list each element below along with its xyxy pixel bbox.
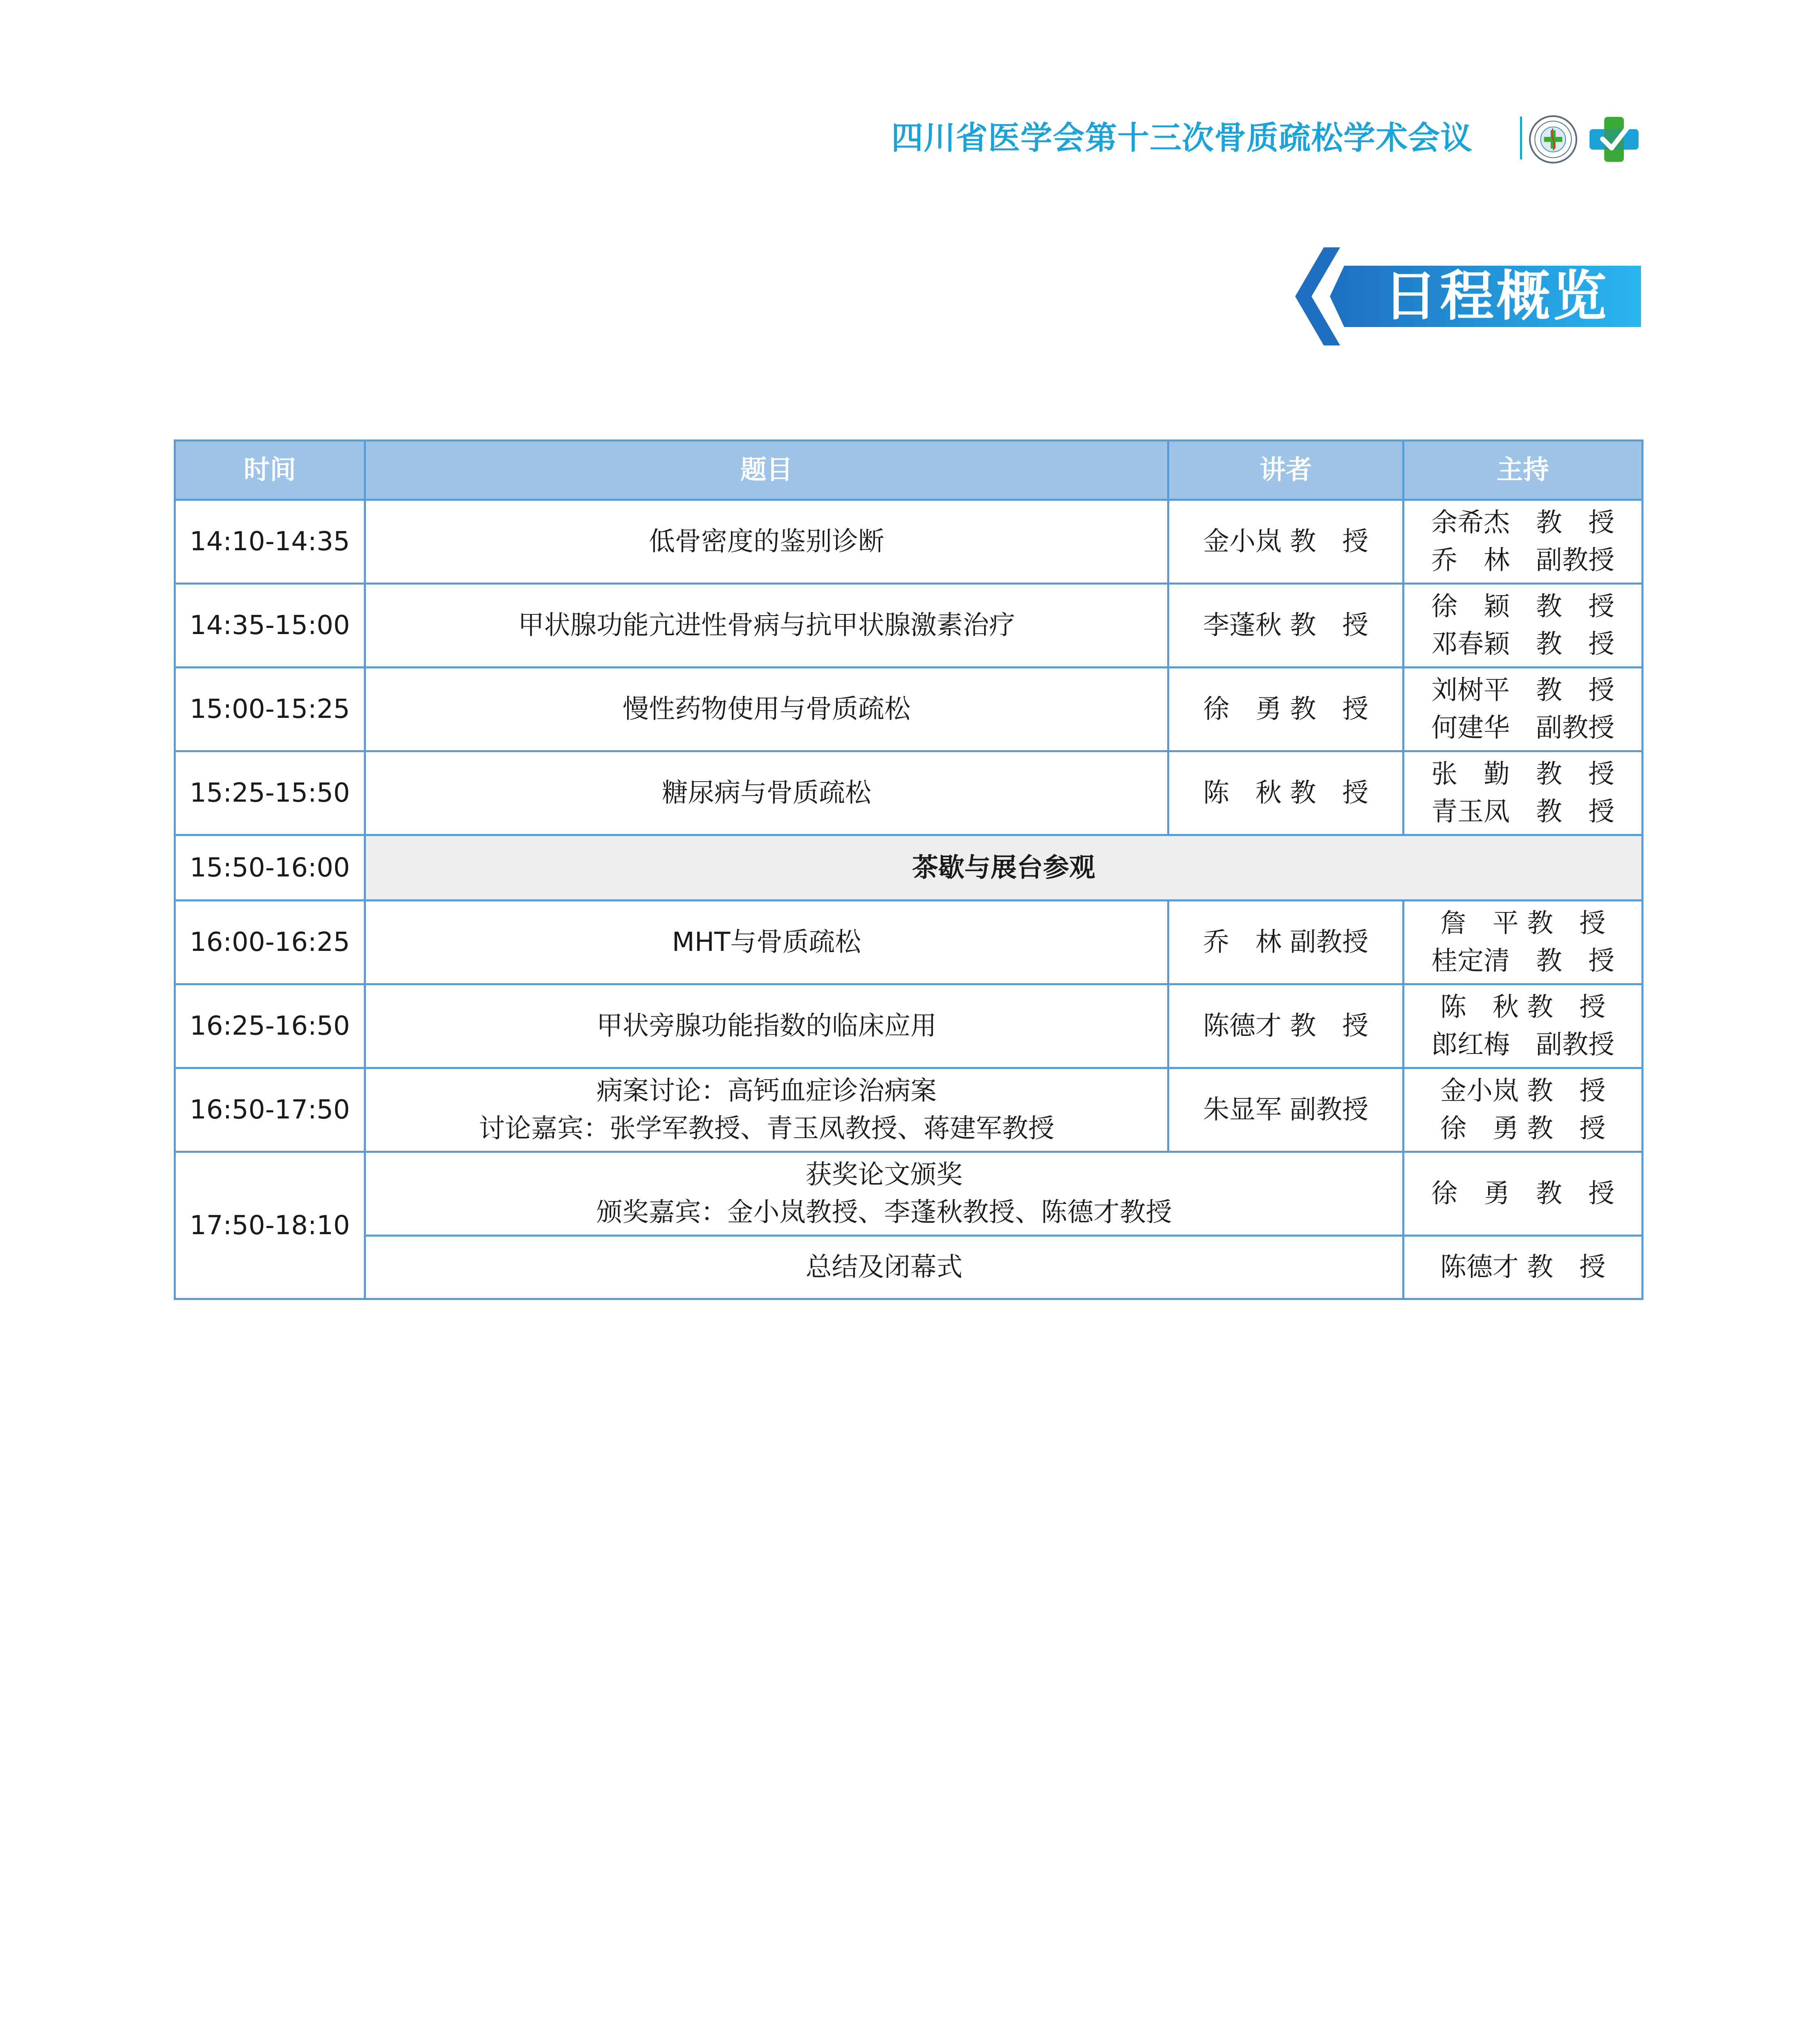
- host-cell: [1403, 1068, 1643, 1152]
- table-row: [175, 901, 1643, 984]
- speaker-cell: [1168, 500, 1403, 584]
- host-cell: [1403, 1236, 1643, 1299]
- host-text: 詹 平 教 授: [1440, 908, 1606, 939]
- host-text: 徐 勇 教 授: [1440, 1114, 1606, 1144]
- header-title: 题目: [365, 441, 1168, 500]
- host-text: 乔 林 副教授: [1431, 545, 1614, 576]
- speaker-cell: [1168, 901, 1403, 984]
- host-text: 桂定清 教 授: [1431, 946, 1614, 976]
- award-row: [175, 1152, 1643, 1236]
- speaker-cell: [1168, 584, 1403, 668]
- speaker-text: 金小岚 教 授: [1203, 527, 1369, 557]
- host-text: 张 勤 教 授: [1431, 759, 1614, 789]
- time-cell: 15:50-16:00: [175, 835, 365, 901]
- speaker-cell: [1168, 984, 1403, 1068]
- host-cell: [1403, 1152, 1643, 1236]
- header-divider: [1520, 117, 1522, 159]
- table-row: [175, 984, 1643, 1068]
- host-text: 陈德才 教 授: [1440, 1252, 1606, 1282]
- speaker-text: 陈 秋 教 授: [1203, 778, 1369, 808]
- host-text: 刘树平 教 授: [1431, 675, 1614, 706]
- break-title-cell: [365, 835, 1643, 901]
- host-cell: [1403, 500, 1643, 584]
- host-cell: [1403, 668, 1643, 751]
- host-text: 陈 秋 教 授: [1440, 992, 1606, 1022]
- host-text: 余希杰 教 授: [1431, 508, 1614, 538]
- award-title-text: 获奖论文颁奖: [805, 1160, 963, 1190]
- title-cell: [365, 500, 1168, 584]
- title-text: 甲状腺功能亢进性骨病与抗甲状腺激素治疗: [518, 610, 1015, 641]
- speaker-text: 乔 林 副教授: [1203, 927, 1369, 957]
- closing-title-cell: [365, 1236, 1403, 1299]
- section-title: 日程概览: [1383, 265, 1609, 328]
- table-row: [175, 1068, 1643, 1152]
- header-time: 时间: [175, 441, 365, 500]
- closing-row: [175, 1236, 1643, 1299]
- header-host: 主持: [1403, 441, 1643, 500]
- table-row: [175, 500, 1643, 584]
- break-title-text: 茶歇与展台参观: [912, 852, 1095, 883]
- host-cell: [1403, 584, 1643, 668]
- time-cell: 16:25-16:50: [175, 984, 365, 1068]
- title-text: 甲状旁腺功能指数的临床应用: [596, 1011, 937, 1041]
- host-cell: [1403, 984, 1643, 1068]
- schedule-table: [174, 439, 1643, 1300]
- green-cross-check-logo-icon: [1586, 115, 1642, 164]
- title-text: 慢性药物使用与骨质疏松: [623, 694, 910, 724]
- speaker-cell: [1168, 751, 1403, 835]
- speaker-text: 朱显军 副教授: [1203, 1095, 1369, 1125]
- time-cell: 17:50-18:10: [175, 1152, 365, 1299]
- title-text: 病案讨论：高钙血症诊治病案: [596, 1076, 937, 1106]
- title-cell: [365, 901, 1168, 984]
- table-row: [175, 751, 1643, 835]
- host-text: 何建华 副教授: [1431, 713, 1614, 743]
- title-cell: [365, 668, 1168, 751]
- title-text: 糖尿病与骨质疏松: [662, 778, 871, 808]
- time-cell: 15:00-15:25: [175, 668, 365, 751]
- award-title-cell: [365, 1152, 1403, 1236]
- table-row: [175, 668, 1643, 751]
- host-cell: [1403, 751, 1643, 835]
- host-text: 金小岚 教 授: [1440, 1076, 1606, 1106]
- host-text: 徐 勇 教 授: [1431, 1179, 1614, 1209]
- break-row: [175, 835, 1643, 901]
- title-cell: [365, 751, 1168, 835]
- speaker-text: 徐 勇 教 授: [1203, 694, 1369, 724]
- host-text: 邓春颖 教 授: [1431, 629, 1614, 659]
- conference-title: 四川省医学会第十三次骨质疏松学术会议: [891, 120, 1473, 157]
- speaker-text: 陈德才 教 授: [1203, 1011, 1369, 1041]
- header-speaker: 讲者: [1168, 441, 1403, 500]
- time-cell: 16:50-17:50: [175, 1068, 365, 1152]
- table-row: [175, 584, 1643, 668]
- time-cell: 14:10-14:35: [175, 500, 365, 584]
- title-text: 低骨密度的鉴别诊断: [649, 527, 884, 557]
- host-text: 郎红梅 副教授: [1431, 1030, 1614, 1060]
- host-cell: [1403, 901, 1643, 984]
- title-text: MHT与骨质疏松: [672, 927, 861, 957]
- closing-title-text: 总结及闭幕式: [805, 1252, 963, 1282]
- speaker-cell: [1168, 1068, 1403, 1152]
- speaker-cell: [1168, 668, 1403, 751]
- host-text: 徐 颖 教 授: [1431, 592, 1614, 622]
- title-cell: [365, 584, 1168, 668]
- host-text: 青玉凤 教 授: [1431, 797, 1614, 827]
- time-cell: 14:35-15:00: [175, 584, 365, 668]
- guests-text: 讨论嘉宾：张学军教授、青玉凤教授、蒋建军教授: [479, 1114, 1054, 1144]
- title-cell: [365, 984, 1168, 1068]
- table-header-row: [175, 441, 1643, 500]
- time-cell: 15:25-15:50: [175, 751, 365, 835]
- title-cell: [365, 1068, 1168, 1152]
- speaker-text: 李蓬秋 教 授: [1203, 610, 1369, 641]
- award-guests-text: 颁奖嘉宾：金小岚教授、李蓬秋教授、陈德才教授: [596, 1197, 1172, 1228]
- time-cell: 16:00-16:25: [175, 901, 365, 984]
- medical-association-seal-icon: [1528, 114, 1578, 164]
